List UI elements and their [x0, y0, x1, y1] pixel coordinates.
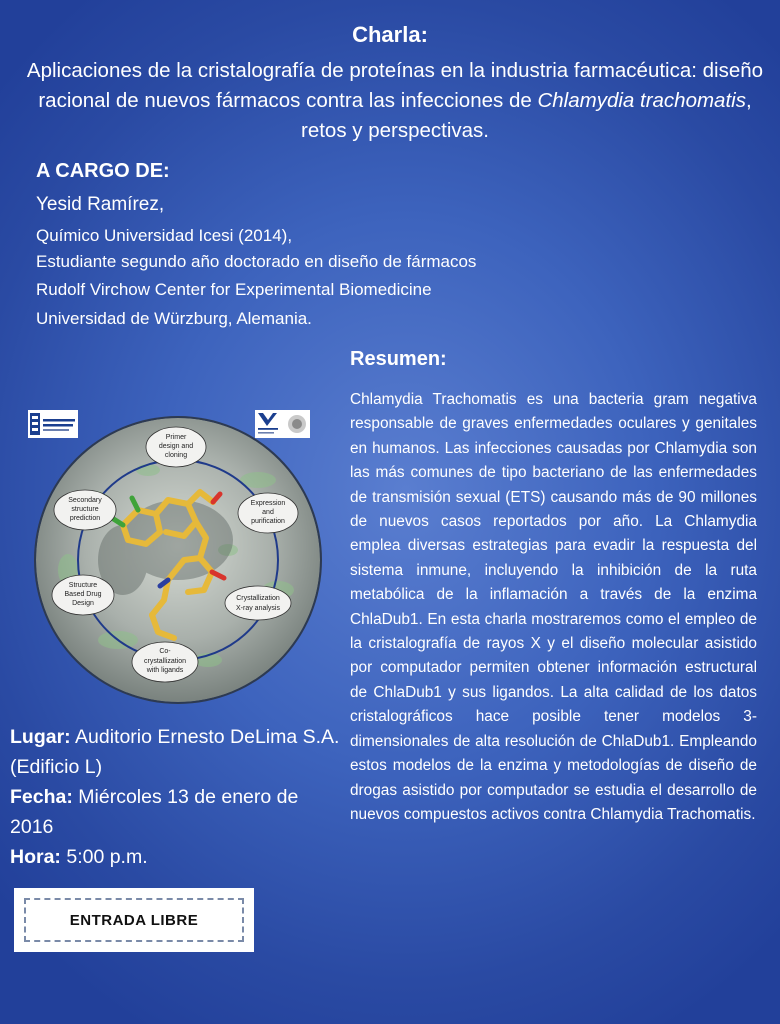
step-primer-line-2: design and — [158, 443, 194, 450]
step-expression-line-2: and — [262, 509, 274, 516]
summary-heading: Resumen: — [350, 348, 447, 370]
step-secondary-line-2: structure — [71, 506, 99, 513]
step-cocrystallization-line-3: with ligands — [146, 667, 184, 674]
step-expression-line-3: purification — [251, 518, 285, 525]
step-crystallization-line-1: Crystallization — [236, 595, 280, 602]
step-cocrystallization-line-2: crystallization — [143, 658, 187, 665]
step-cocrystallization — [132, 642, 198, 682]
step-structure-based-design — [52, 575, 114, 615]
speaker-heading: A CARGO DE: — [36, 160, 170, 182]
free-entry-label: ENTRADA LIBRE — [24, 898, 244, 942]
step-secondary-line-1: Secondary — [68, 497, 102, 504]
event-info — [10, 722, 340, 872]
workflow-diagram — [28, 410, 328, 710]
step-crystallization-line-2: X-ray analysis — [236, 605, 280, 612]
time-value: 5:00 p.m. — [66, 846, 148, 868]
speaker-program: Estudiante segundo año doctorado en diseño de fármacos — [36, 252, 477, 271]
step-cocrystallization-line-1: Co- — [159, 648, 171, 655]
time-label: Hora: — [10, 846, 61, 868]
step-secondary-structure — [54, 490, 116, 530]
step-primer-line-1: Primer — [165, 434, 187, 441]
speaker-institute: Rudolf Virchow Center for Experimental Biomedicine — [36, 280, 432, 299]
talk-title — [20, 56, 770, 146]
place-label: Lugar: — [10, 726, 71, 748]
talk-title-species: Chlamydia trachomatis — [537, 89, 746, 112]
step-expression-line-1: Expression — [250, 500, 286, 507]
summary-text: Chlamydia Trachomatis es una bacteria gram negativa responsable de graves enfermedades oculares y genitales en humanos. Las infecciones causadas por Chlamydia son las más comunes de tipo bacteriano de las enfermedades de transmisión sexual (ETS) causando más de 90 millones de nuevos casos reportados por año. La Chlamydia emplea diversas estrategias para evadir la respuesta del sistema inmune, incluyendo la inhibición de la ruta metabólica de la inflamación a través de la enzima ChlaDub1. En esta charla mostraremos como el empleo de la cristalografía de rayos X y el diseño molecular asistido por computador permiten obtener información estructural de ChlaDub1 y sus ligandos. La alta calidad de los datos cristalográficos hace posible tener modelos 3-dimensionales de alta resolución de ChlaDub1. Empleando estos modelos de la enzima y metodologías de diseño de drogas asistido por computador se estudia el desarrollo de nuevos compuestos activos contra Chlamydia Trachomatis. — [350, 391, 757, 823]
date-value: Miércoles 13 de enero de 2016 — [10, 786, 299, 838]
place-value: Auditorio Ernesto DeLima S.A. (Edificio L) — [10, 726, 340, 778]
speaker-name: Yesid Ramírez, — [36, 194, 165, 215]
talk-label: Charla: — [352, 22, 428, 47]
step-sbdd-line-1: Structure — [68, 582, 98, 589]
step-secondary-line-3: prediction — [69, 515, 101, 522]
talk-title-part-1: Aplicaciones de la cristalografía de proteínas en la industria farmacéutica: diseño racional de nuevos fármacos contra las infecciones de — [26, 59, 764, 112]
free-entry-badge — [14, 888, 254, 952]
talk-title-part-2: , retos y perspectivas. — [301, 89, 752, 142]
speaker-degree: Químico Universidad Icesi (2014), — [36, 226, 293, 245]
step-sbdd-line-3: Design — [72, 600, 94, 607]
step-crystallization — [225, 586, 291, 620]
date-label: Fecha: — [10, 786, 73, 808]
speaker-university: Universidad de Würzburg, Alemania. — [36, 309, 312, 328]
step-primer-line-3: cloning — [164, 452, 188, 459]
step-primer-design — [146, 427, 206, 467]
university-logo — [28, 410, 78, 438]
step-expression — [238, 493, 298, 533]
step-sbdd-line-2: Based Drug — [64, 591, 102, 598]
rudolf-virchow-logo — [255, 410, 310, 438]
